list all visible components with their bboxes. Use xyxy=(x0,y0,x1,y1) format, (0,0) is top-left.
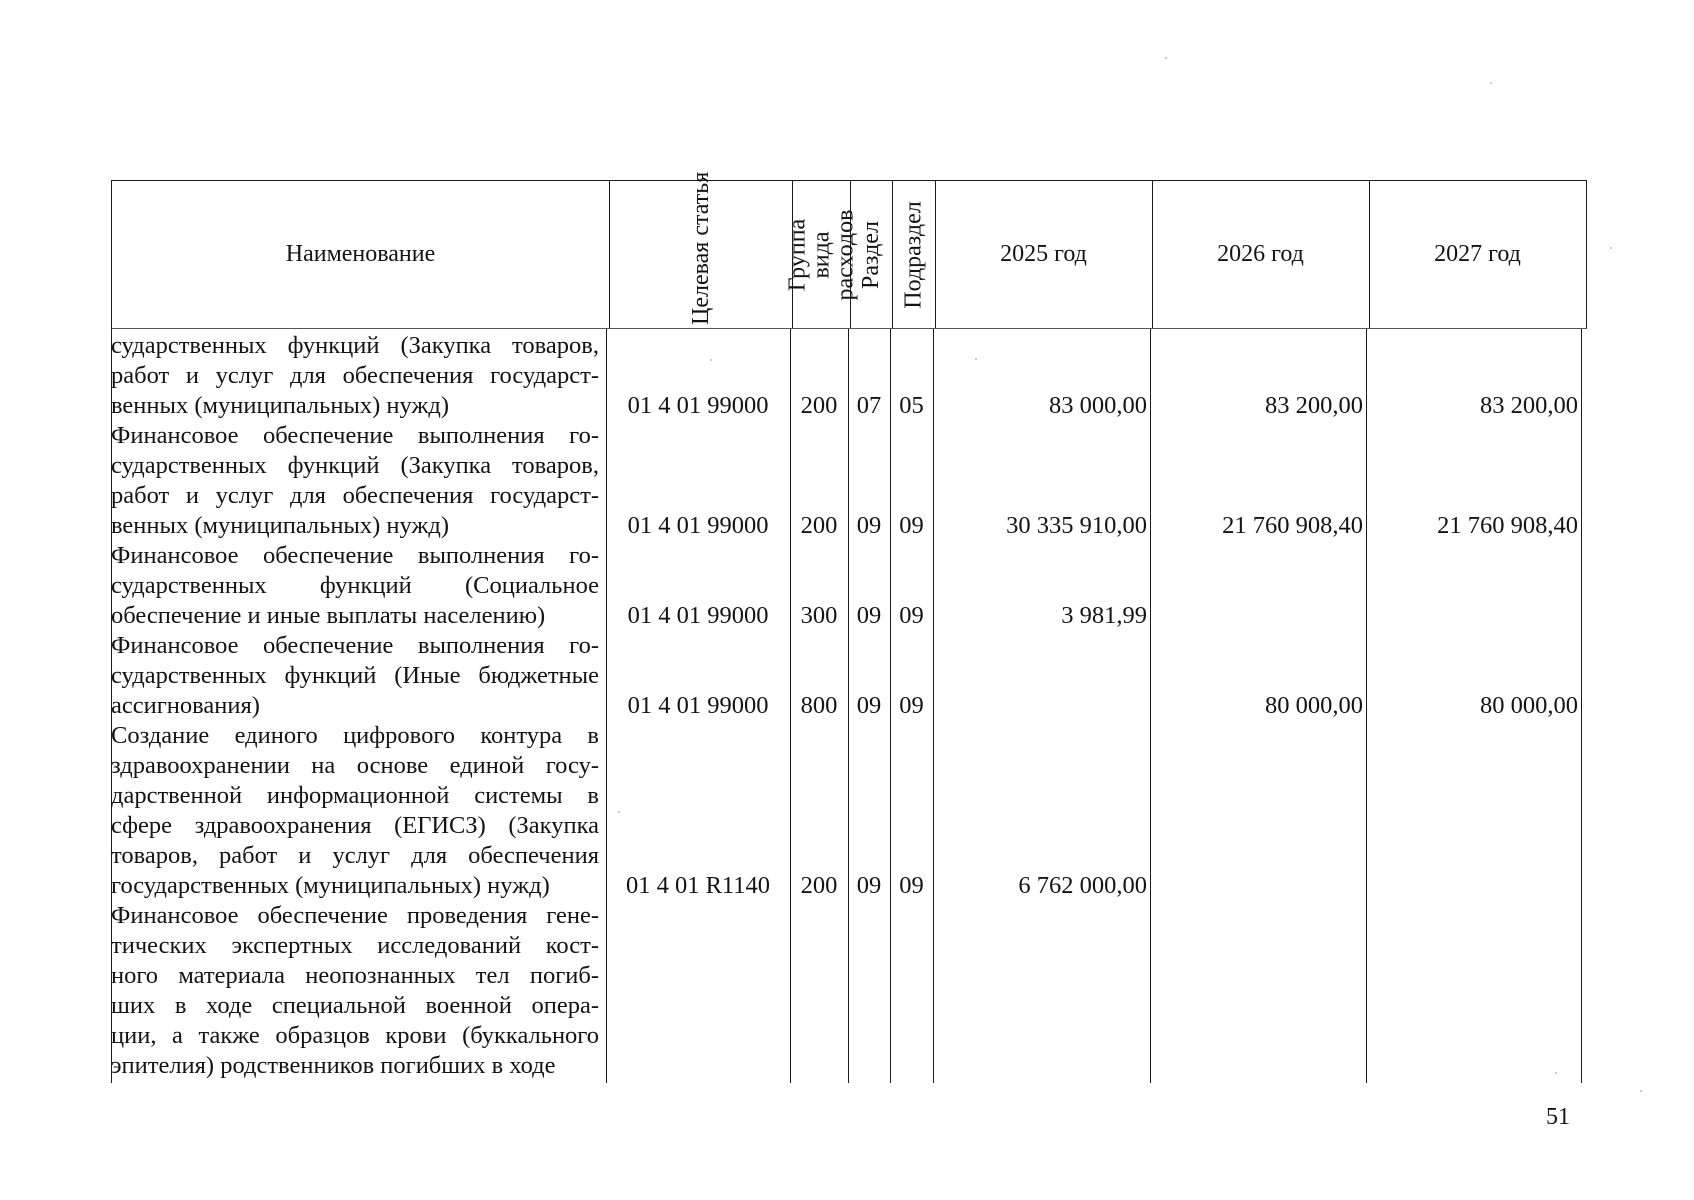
header-2027 xyxy=(1369,181,1586,328)
header-section-label: Раздел xyxy=(858,220,885,289)
cell-section: 07 xyxy=(856,392,882,419)
header-subsection xyxy=(892,181,935,328)
row-name-line: венных (муниципальных) нужд) xyxy=(111,392,450,419)
header-2027-label: 2027 год xyxy=(1434,241,1521,267)
row-name-line: ших в ходе специальной военной опера- xyxy=(111,992,599,1019)
cell-y2027: 21 760 908,40 xyxy=(1437,512,1578,539)
cell-subsection: 09 xyxy=(899,692,924,719)
header-2026-label: 2026 год xyxy=(1217,241,1304,267)
cell-y2027: 83 200,00 xyxy=(1480,392,1578,419)
cell-group: 200 xyxy=(800,512,838,539)
header-name xyxy=(112,181,609,328)
cell-subsection: 09 xyxy=(899,872,924,899)
table-row xyxy=(111,631,1587,721)
cell-group: 200 xyxy=(800,392,838,419)
cell-y2025: 6 762 000,00 xyxy=(1018,872,1147,899)
row-name-line: сударственных функций (Закупка товаров, xyxy=(111,452,599,479)
row-name-line: сударственных функций (Социальное xyxy=(111,572,599,599)
row-name xyxy=(111,541,599,631)
cell-y2026: 21 760 908,40 xyxy=(1222,512,1363,539)
header-2026 xyxy=(1152,181,1369,328)
header-group xyxy=(784,181,859,328)
table-row xyxy=(111,721,1587,901)
row-name-line: Финансовое обеспечение проведения гене- xyxy=(111,902,599,929)
cell-subsection: 09 xyxy=(899,602,924,629)
row-name-line: государственных (муниципальных) нужд) xyxy=(111,872,550,899)
row-name-line: ассигнования) xyxy=(111,692,260,719)
table-row xyxy=(111,331,1587,421)
cell-y2025: 83 000,00 xyxy=(1049,392,1147,419)
row-name-line: Финансовое обеспечение выполнения го- xyxy=(111,422,599,449)
cell-target: 01 4 01 99000 xyxy=(627,602,769,629)
row-name-line: товаров, работ и услуг для обеспечения xyxy=(111,842,599,869)
cell-section: 09 xyxy=(856,692,882,719)
cell-y2027: 80 000,00 xyxy=(1480,692,1578,719)
header-group-label: Группа вида расходов xyxy=(784,209,859,300)
row-name-line: венных (муниципальных) нужд) xyxy=(111,512,450,539)
row-name xyxy=(111,721,599,901)
row-name-line: Финансовое обеспечение выполнения го- xyxy=(111,632,599,659)
header-2025 xyxy=(935,181,1152,328)
row-name-line: сфере здравоохранения (ЕГИСЗ) (Закупка xyxy=(111,812,599,839)
row-name-line: работ и услуг для обеспечения государст- xyxy=(111,482,599,509)
header-target-label: Целевая статья xyxy=(687,171,714,325)
cell-y2026: 80 000,00 xyxy=(1265,692,1363,719)
table-row xyxy=(111,421,1587,541)
row-name-line: дарственной информационной системы в xyxy=(111,782,599,809)
header-section xyxy=(850,181,892,328)
cell-target: 01 4 01 99000 xyxy=(627,512,769,539)
row-name-line: Создание единого цифрового контура в xyxy=(111,722,599,749)
header-name-label: Наименование xyxy=(285,241,436,267)
row-name-line: Финансовое обеспечение выполнения го- xyxy=(111,542,599,569)
row-name-line: ции, а также образцов крови (буккального xyxy=(111,1022,599,1049)
row-name xyxy=(111,901,599,1081)
table-header xyxy=(111,171,1587,329)
cell-group: 300 xyxy=(800,602,838,629)
row-name xyxy=(111,631,599,721)
cell-group: 800 xyxy=(800,692,838,719)
cell-y2025: 3 981,99 xyxy=(1061,602,1147,629)
cell-target: 01 4 01 R1140 xyxy=(625,872,771,899)
header-target xyxy=(609,171,792,328)
cell-section: 09 xyxy=(856,512,882,539)
cell-section: 09 xyxy=(856,872,882,899)
row-name-line: ного материала неопознанных тел погиб- xyxy=(111,962,599,989)
row-name xyxy=(111,421,599,541)
cell-target: 01 4 01 99000 xyxy=(627,392,769,419)
table-row xyxy=(111,541,1587,631)
row-name xyxy=(111,331,599,421)
cell-target: 01 4 01 99000 xyxy=(627,692,769,719)
table-row xyxy=(111,901,1587,1081)
cell-y2025: 30 335 910,00 xyxy=(1006,512,1147,539)
cell-subsection: 09 xyxy=(899,512,924,539)
row-name-line: обеспечение и иные выплаты населению) xyxy=(111,602,546,629)
header-2025-label: 2025 год xyxy=(1000,241,1087,267)
cell-y2026: 83 200,00 xyxy=(1265,392,1363,419)
cell-subsection: 05 xyxy=(899,392,924,419)
cell-section: 09 xyxy=(856,602,882,629)
header-subsection-label: Подраздел xyxy=(900,200,927,309)
row-name-line: тических экспертных исследований кост- xyxy=(111,932,599,959)
row-name-line: сударственных функций (Иные бюджетные xyxy=(111,662,599,689)
row-name-line: эпителия) родственников погибших в ходе xyxy=(111,1052,556,1079)
row-name-line: здравоохранении на основе единой госу- xyxy=(111,752,599,779)
row-name-line: работ и услуг для обеспечения государст- xyxy=(111,362,599,389)
cell-group: 200 xyxy=(800,872,838,899)
row-name-line: сударственных функций (Закупка товаров, xyxy=(111,332,599,359)
page-number: 51 xyxy=(1546,1104,1570,1130)
